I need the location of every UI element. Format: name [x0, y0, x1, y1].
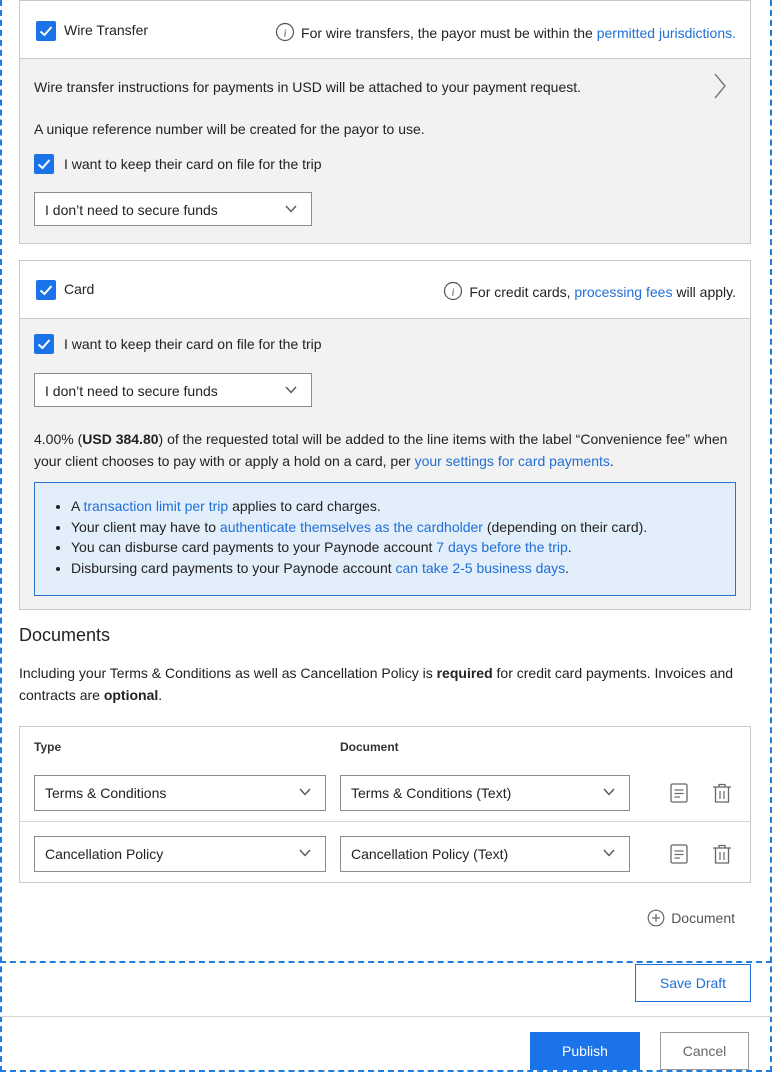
- doc-document-select[interactable]: Cancellation Policy (Text): [340, 836, 630, 872]
- check-icon: [39, 24, 53, 38]
- card-label: Card: [64, 281, 95, 297]
- check-icon: [37, 337, 51, 351]
- trash-icon[interactable]: [712, 844, 732, 864]
- processing-fees-link[interactable]: processing fees: [574, 284, 673, 300]
- svg-text:i: i: [451, 286, 455, 299]
- svg-text:i: i: [283, 27, 287, 40]
- plus-circle-icon: [647, 909, 665, 927]
- chevron-down-icon: [285, 386, 297, 394]
- documents-table: [19, 726, 751, 883]
- doc-type-select[interactable]: Terms & Conditions: [34, 775, 326, 811]
- wire-transfer-panel: [19, 0, 751, 244]
- card-header: [20, 261, 750, 319]
- wire-keep-card-checkbox[interactable]: [34, 154, 54, 174]
- info-bullet-business-days: • Disbursing card payments to your Paynode account can take 2-5 business days.: [71, 558, 647, 579]
- wire-reference-text: A unique reference number will be created for the payor to use.: [34, 121, 425, 137]
- chevron-right-icon[interactable]: [714, 73, 726, 99]
- card-panel: [19, 260, 751, 610]
- info-bullet-limit: • A transaction limit per trip applies to card charges.: [71, 496, 647, 517]
- transaction-limit-link[interactable]: transaction limit per trip: [83, 498, 229, 514]
- wire-transfer-label: Wire Transfer: [64, 22, 149, 38]
- cancel-button[interactable]: Cancel: [660, 1032, 749, 1070]
- info-icon: [275, 22, 295, 42]
- chevron-down-icon: [603, 849, 615, 857]
- wire-transfer-note: i For wire transfers, the payor must be within the permitted jurisdictions.: [275, 22, 736, 42]
- frame-border-left: [0, 0, 2, 1072]
- column-header-type: Type: [34, 740, 62, 754]
- fee-amount: USD 384.80: [82, 431, 159, 447]
- check-icon: [37, 157, 51, 171]
- chevron-down-icon: [603, 788, 615, 796]
- chevron-down-icon: [299, 849, 311, 857]
- column-header-document: Document: [340, 740, 399, 754]
- card-checkbox[interactable]: [36, 280, 56, 300]
- documents-title: Documents: [19, 625, 111, 645]
- card-keep-card-checkbox[interactable]: [34, 334, 54, 354]
- card-note: i For credit cards, processing fees will apply.: [443, 281, 736, 301]
- wire-transfer-checkbox[interactable]: [36, 21, 56, 41]
- card-secure-funds-select[interactable]: [34, 373, 312, 407]
- wire-keep-card-label: I want to keep their card on file for the trip: [64, 156, 322, 172]
- wire-secure-funds-value: I don’t need to secure funds: [45, 202, 218, 218]
- add-document-button[interactable]: Document: [647, 909, 735, 927]
- card-info-box: [34, 482, 736, 596]
- wire-transfer-header: [20, 1, 750, 59]
- document-icon[interactable]: [670, 783, 688, 803]
- info-bullet-disburse: • You can disburse card payments to your Paynode account 7 days before the trip.: [71, 537, 647, 558]
- wire-instructions-text: Wire transfer instructions for payments in USD will be attached to your payment request.: [34, 79, 582, 95]
- footer-divider: [0, 1016, 772, 1017]
- authenticate-link[interactable]: authenticate themselves as the cardholder: [219, 518, 483, 535]
- doc-document-select[interactable]: Terms & Conditions (Text): [340, 775, 630, 811]
- document-icon[interactable]: [670, 844, 688, 864]
- info-icon: [443, 281, 463, 301]
- permitted-jurisdictions-link[interactable]: permitted jurisdictions.: [596, 25, 736, 41]
- card-settings-link[interactable]: your settings for card payments: [414, 453, 610, 469]
- check-icon: [39, 283, 53, 297]
- card-keep-card-label: I want to keep their card on file for the trip: [64, 336, 322, 352]
- wire-secure-funds-select[interactable]: [34, 192, 312, 226]
- trash-icon[interactable]: [712, 783, 732, 803]
- card-fee-text: 4.00% (USD 384.80) of the requested total will be added to the line items with the label “Convenience fee” when your client chooses to pay with or apply a hold on a card, per your settings for card payments.: [34, 431, 728, 469]
- publish-button[interactable]: Publish: [530, 1032, 640, 1070]
- card-secure-funds-value: I don’t need to secure funds: [45, 383, 218, 399]
- info-bullet-authenticate: • Your client may have to authenticate themselves as the cardholder (depending on their card).: [71, 517, 647, 538]
- frame-divider-dashed: [0, 961, 772, 963]
- save-draft-button[interactable]: Save Draft: [635, 964, 751, 1002]
- table-row-divider: [20, 821, 750, 822]
- disburse-days-link[interactable]: 7 days before the trip: [436, 539, 568, 556]
- doc-type-select[interactable]: Cancellation Policy: [34, 836, 326, 872]
- chevron-down-icon: [299, 788, 311, 796]
- documents-description: Including your Terms & Conditions as well as Cancellation Policy is required for credit card payments. Invoices and contracts are optional.: [19, 665, 734, 703]
- chevron-down-icon: [285, 205, 297, 213]
- business-days-link[interactable]: can take 2-5 business days: [395, 559, 566, 576]
